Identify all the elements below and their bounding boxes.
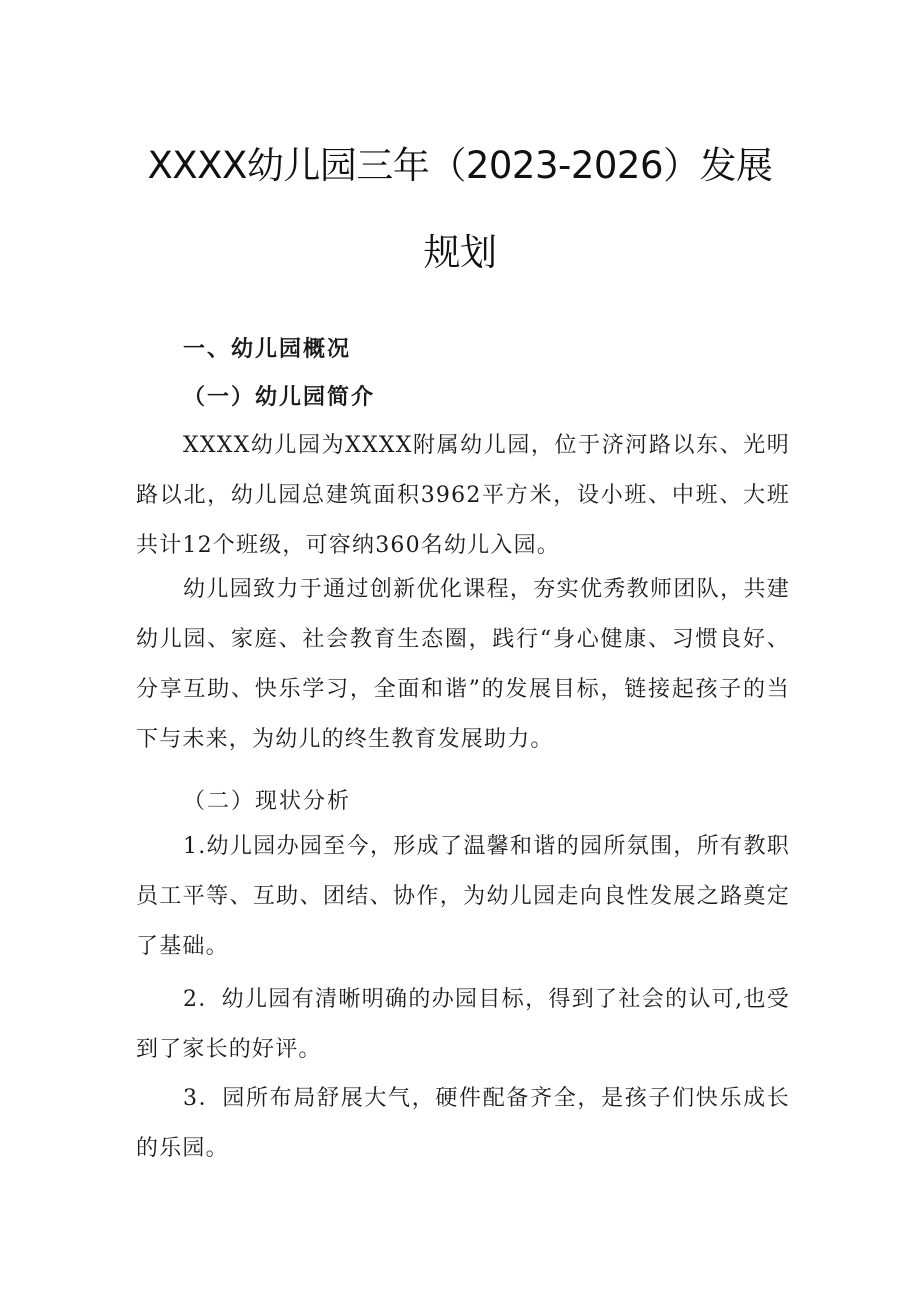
analysis-item-2: 2．幼儿园有清晰明确的办园目标，得到了社会的认可,也受到了家长的好评。	[136, 987, 790, 1062]
analysis-item-1: 1.幼儿园办园至今，形成了温馨和谐的园所氛围，所有教职员工平等、互助、团结、协作，为幼儿园走向良性发展之路奠定了基础。	[136, 834, 790, 959]
document-title-line2: 规划	[423, 231, 497, 274]
analysis-item-3: 3．园所布局舒展大气，硬件配备齐全，是孩子们快乐成长的乐园。	[136, 1086, 790, 1161]
subsection-heading-introduction: （一）幼儿园简介	[183, 385, 376, 410]
paragraph-mission: 幼儿园致力于通过创新优化课程，夯实优秀教师团队，共建幼儿园、家庭、社会教育生态圈，践行“身心健康、习惯良好、分享互助、快乐学习，全面和谐”的发展目标，链接起孩子的当下与未来，为幼儿的终生教育发展助力。	[136, 577, 790, 752]
paragraph-introduction: XXXX幼儿园为XXXX附属幼儿园，位于济河路以东、光明路以北，幼儿园总建筑面积3962平方米，设小班、中班、大班共计12个班级，可容纳360名幼儿入园。	[136, 433, 790, 558]
subsection-heading-status-analysis: （二）现状分析	[183, 789, 352, 814]
section-heading-overview: 一、幼儿园概况	[183, 337, 352, 362]
document-title-line1: XXXX幼儿园三年（2023-2026）发展	[147, 144, 773, 187]
